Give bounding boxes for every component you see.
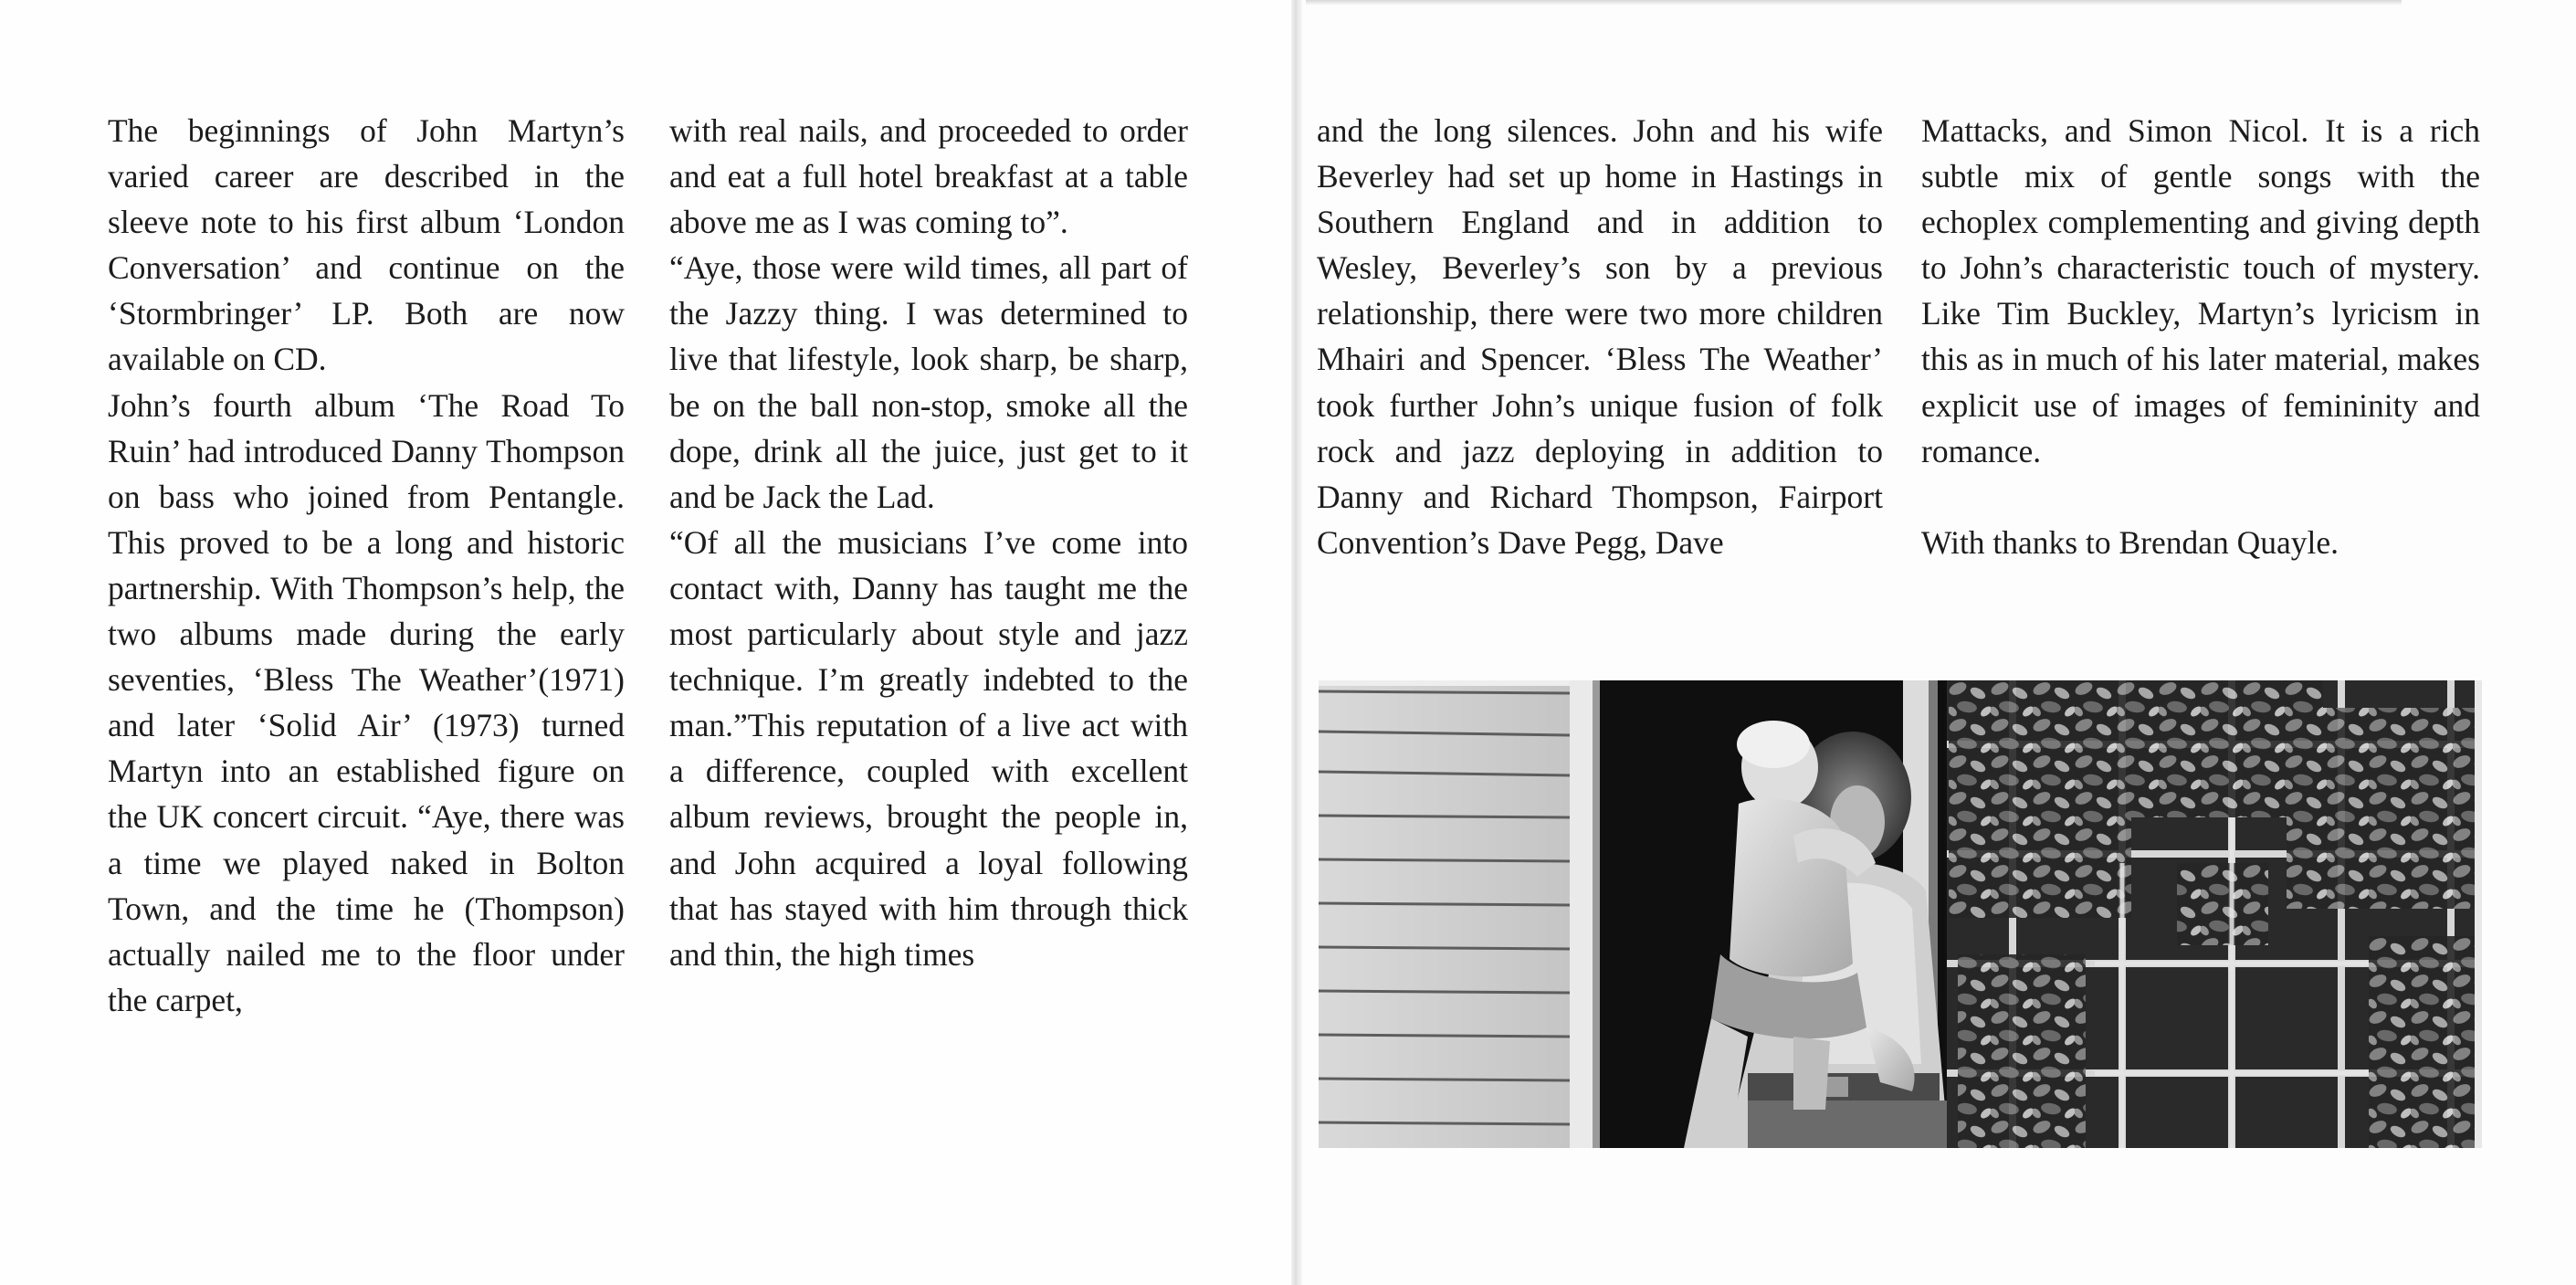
- paragraph: The beginnings of John Martyn’s varied career are described in the sleeve note to his first album ‘London Conversation’ and continue on the ‘Stormbringer’ LP. Both are now available on CD.: [108, 112, 625, 378]
- text-column-1: [108, 108, 625, 1023]
- text-column-2: [669, 108, 1188, 977]
- paragraph: Mattacks, and Simon Nicol. It is a rich subtle mix of gentle songs with the echoplex complementing and giving depth to John’s characteristic touch of mystery. Like Tim Buckley, Martyn’s lyricism in this as in much of his later material, makes explicit use of images of femininity and romance.: [1921, 112, 2480, 469]
- text-column-3: [1317, 108, 1883, 565]
- text-column-4: [1921, 108, 2480, 565]
- scan-shadow: [1306, 0, 2402, 5]
- paragraph: and the long silences. John and his wife Beverley had set up home in Hastings in Southern England and in addition to Wesley, Beverley’s son by a previous relationship, there were two more children Mhairi and Spencer. ‘Bless The Weather’ took further John’s unique fusion of folk rock and jazz deploying in addition to Danny and Richard Thompson, Fairport Convention’s Dave Pegg, Dave: [1317, 112, 1883, 561]
- acknowledgement: With thanks to Brendan Quayle.: [1921, 523, 2339, 561]
- paragraph: John’s fourth album ‘The Road To Ruin’ had introduced Danny Thompson on bass who joined from Pentangle. This proved to be a long and historic partnership. With Thompson’s help, the two albums made during the early seventies, ‘Bless The Weather’(1971) and later ‘Solid Air’ (1973) turned Martyn into an established figure on the UK concert circuit. “Aye, there was a time we played naked in Bolton Town, and the time he (Thompson) actually nailed me to the floor under the carpet,: [108, 386, 625, 1018]
- paragraph: “Aye, those were wild times, all part of the Jazzy thing. I was determined to live that lifestyle, look sharp, be sharp, be on the ball non-stop, smoke all the dope, drink all the juice, just get to it and be Jack the Lad.: [669, 249, 1188, 515]
- photo-man-carrying-child: [1319, 680, 2482, 1148]
- paragraph: “Of all the musicians I’ve come into contact with, Danny has taught me the most particularly about style and jazz technique. I’m greatly indebted to the man.”This reputation of a live act with a difference, coupled with excellent album reviews, brought the people in, and John acquired a loyal following that has stayed with him through thick and thin, the high times: [669, 523, 1188, 973]
- booklet-fold: [1291, 0, 1302, 1285]
- paragraph: with real nails, and proceeded to order and eat a full hotel breakfast at a table above me as I was coming to”.: [669, 112, 1188, 241]
